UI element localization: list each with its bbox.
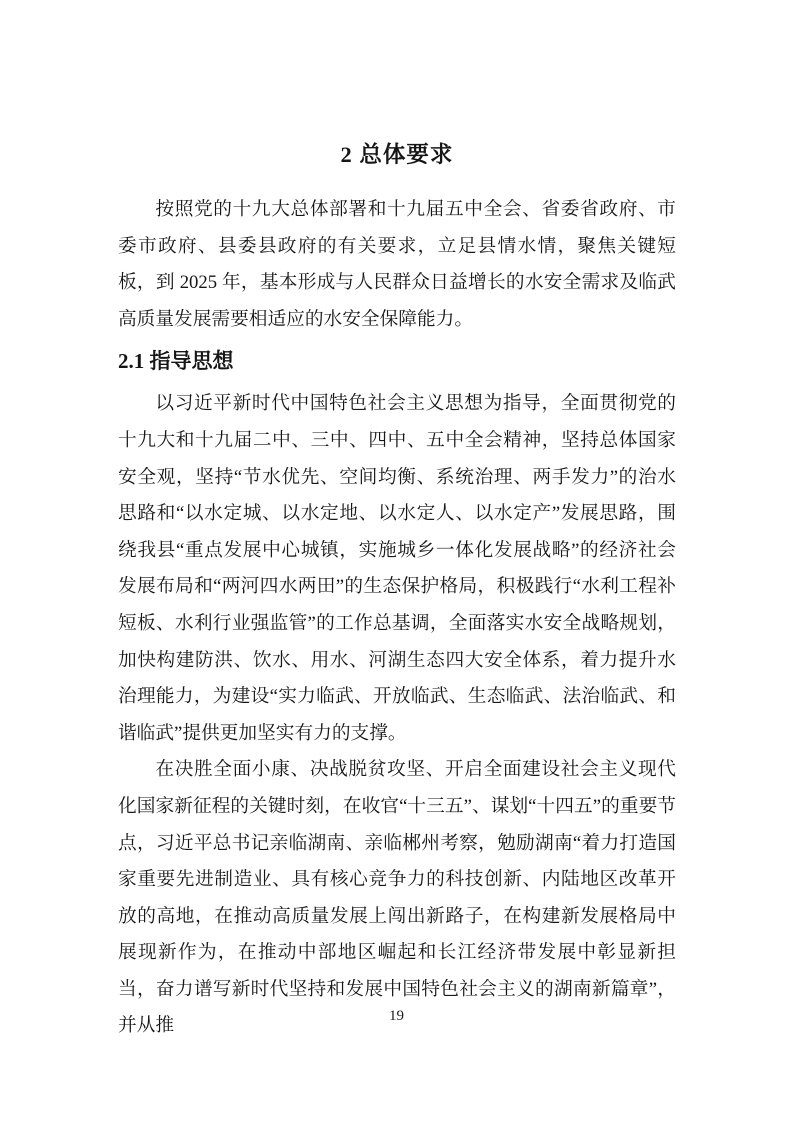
paragraph-guiding-ideology-1: 以习近平新时代中国特色社会主义思想为指导，全面贯彻党的十九大和十九届二中、三中、四中、五中全会精神，坚持总体国家安全观，坚持“节水优先、空间均衡、系统治理、两手发力”的治水思路和“以水定城、以水定地、以水定人、以水定产”发展思路，围绕我县“重点发展中心城镇，实施城乡一体化发展战略”的经济社会发展布局和“两河四水两田”的生态保护格局，积极践行“水利工程补短板、水利行业强监管”的工作总基调，全面落实水安全战略规划，加快构建防洪、饮水、用水、河湖生态四大安全体系，着力提升水治理能力，为建设“实力临武、开放临武、生态临武、法治临武、和谐临武”提供更加坚实有力的支撑。 [118,393,676,744]
paragraph-guiding-ideology-2: 在决胜全面小康、决战脱贫攻坚、开启全面建设社会主义现代化国家新征程的关键时刻，在收官“十三五”、谋划“十四五”的重要节点，习近平总书记亲临湖南、亲临郴州考察，勉励湖南“着力打造国家重要先进制造业、具有核心竞争力的科技创新、内陆地区改革开放的高地，在推动高质量发展上闯出新路子，在构建新发展格局中展现新作为，在推动中部地区崛起和长江经济带发展中彰显新担当，奋力谱写新时代坚持和发展中国特色社会主义的湖南新篇章”，并从推 [118,759,676,1037]
page-number: 19 [389,1008,404,1024]
chapter-title: 2 总体要求 [340,142,454,167]
paragraph-overall-requirements: 按照党的十九大总体部署和十九届五中全会、省委省政府、市委市政府、县委县政府的有关要求，立足县情水情，聚焦关键短板，到 2025 年，基本形成与人民群众日益增长的水安全需求及临武高质量发展需要相适应的水安全保障能力。 [118,199,676,330]
section-heading-guiding-ideology: 2.1 指导思想 [118,349,234,374]
document-content [118,138,676,1045]
